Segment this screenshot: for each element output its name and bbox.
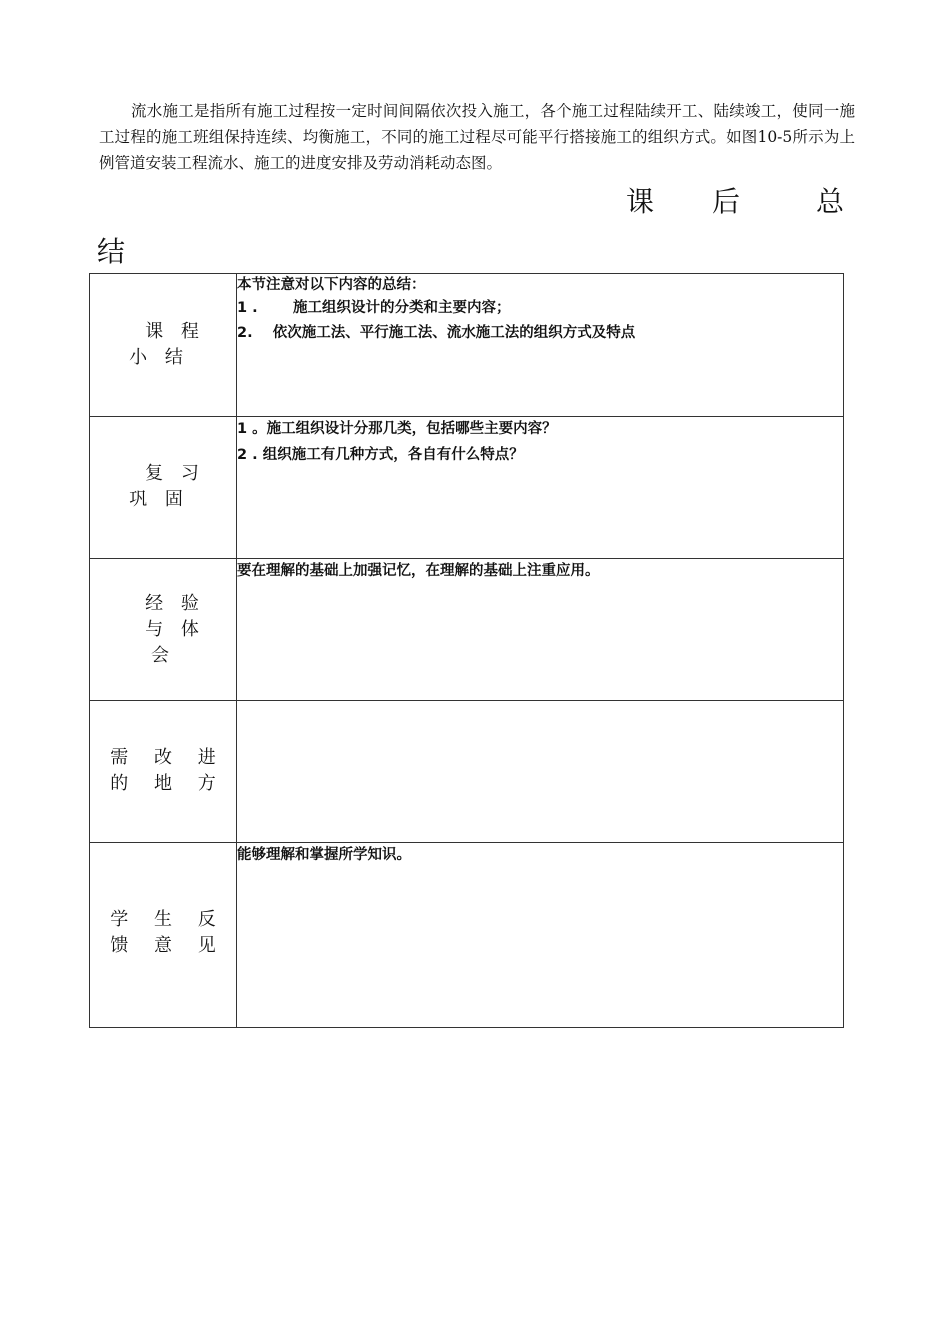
label-line: 的 地 方	[110, 773, 226, 794]
row-content	[237, 559, 844, 701]
heading-char-1: 课	[626, 185, 655, 218]
label-line: 需 改 进	[110, 747, 226, 768]
label-line: 与 体	[145, 619, 205, 640]
row-label	[90, 559, 237, 701]
label-line: 课 程	[145, 321, 205, 342]
row-label	[90, 701, 237, 843]
content-line: 1 . 施工组织设计的分类和主要内容；	[237, 300, 511, 316]
label-line: 巩 固	[129, 489, 189, 510]
content-line: 能够理解和掌握所学知识。	[237, 847, 411, 863]
table-row-improvements	[90, 701, 844, 843]
label-line: 小 结	[129, 347, 189, 368]
heading-char-4: 结	[97, 235, 126, 268]
row-content	[237, 417, 844, 559]
row-content	[237, 843, 844, 1028]
table-row-experience	[90, 559, 844, 701]
row-label	[90, 417, 237, 559]
label-line: 经 验	[145, 593, 205, 614]
heading-char-3: 总	[816, 185, 845, 218]
table-row-student-feedback	[90, 843, 844, 1028]
intro-paragraph: 流水施工是指所有施工过程按一定时间间隔依次投入施工，各个施工过程陆续开工、陆续竣工，使同一施工过程的施工班组保持连续、均衡施工，不同的施工过程尽可能平行搭接施工的组织方式。如图10-5所示为上例管道安装工程流水、施工的进度安排及劳动消耗动态图。	[99, 102, 855, 172]
label-line: 会	[151, 645, 175, 666]
label-line: 复 习	[145, 463, 205, 484]
content-line: 2. 依次施工法、平行施工法、流水施工法的组织方式及特点	[237, 325, 636, 341]
row-label	[90, 843, 237, 1028]
content-line: 本节注意对以下内容的总结：	[237, 277, 426, 293]
table-row-review	[90, 417, 844, 559]
table-row-course-summary	[90, 274, 844, 417]
heading-char-2: 后	[712, 185, 741, 218]
row-content	[237, 274, 844, 417]
summary-table	[89, 273, 844, 1028]
row-label	[90, 274, 237, 417]
content-line: 要在理解的基础上加强记忆，在理解的基础上注重应用。	[237, 563, 600, 579]
section-heading	[600, 180, 855, 220]
label-line: 学 生 反	[110, 909, 226, 930]
content-line: 1 。施工组织设计分那几类，包括哪些主要内容？	[237, 421, 557, 437]
label-line: 馈 意 见	[110, 935, 226, 956]
content-line: 2 . 组织施工有几种方式，各自有什么特点？	[237, 447, 524, 463]
row-content	[237, 701, 844, 843]
